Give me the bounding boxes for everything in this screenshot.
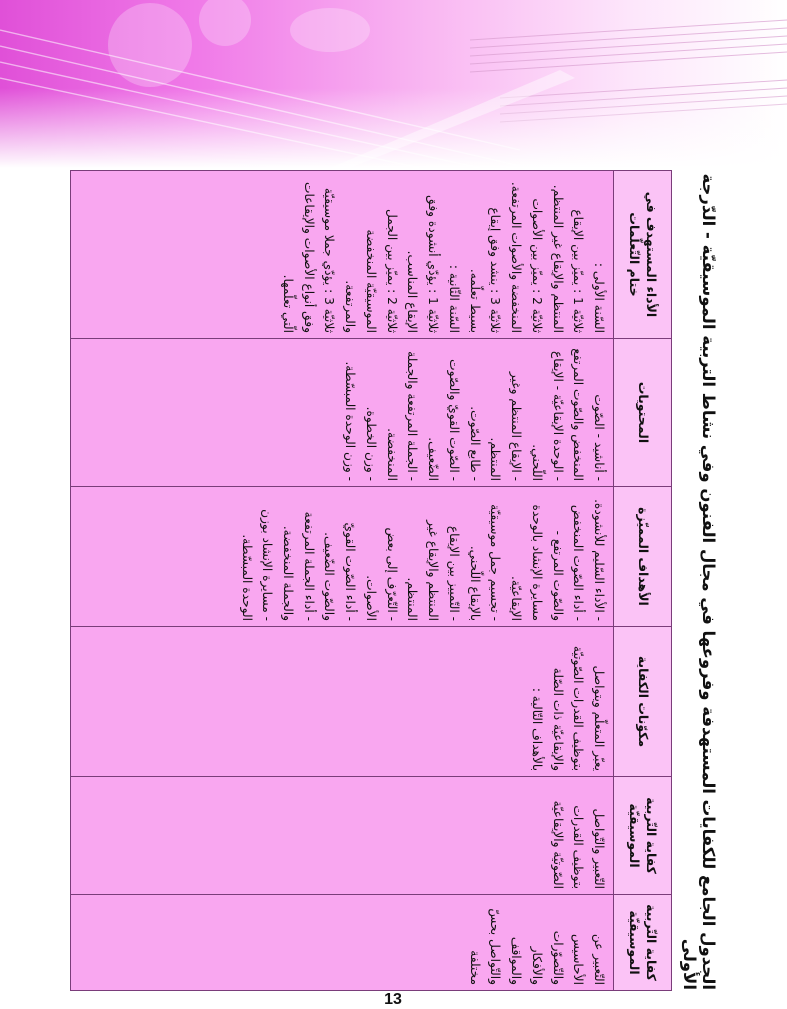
header-competency: كفاية التّربية الموسيقيّة	[614, 895, 672, 991]
cell-competency: التّعبير عن الأحاسيس والتّصوّرات والأفكار والمواقف والتّواصل بحسّ مختلفة	[71, 895, 614, 991]
page-number: 13	[384, 991, 402, 1008]
cell-distinctive-objectives: - الأداء السّليم للأنشودة. - أداء الصّوت المنخفض والصّوت المرتفع - مسايرة الإنشاد بالوحدة الإيقاعيّة. - تجسيم جمل موسيقيّة بالإيقاع اللّحني. - التّمييز بين الإيقاع المنتظم والإيقاع غير المنتظم. - التّعرّف إلى بعض الأصوات. - أداء الصّوت القويّ والصّوت الضّعيف. - أداء الجملة المرتفعة والجملة المنخفضة. - مسايرة الإنشاد بوزن الوحدة المبسّطة.	[71, 487, 614, 627]
table-row	[71, 171, 614, 991]
header-competency-components: مكوّنات الكفاية	[614, 627, 672, 777]
decorative-header-image	[0, 0, 787, 168]
competency-table	[70, 170, 672, 991]
cell-music-competency: التّعبير والتّواصل بتوظيف القدرات الصّوتيّة والإيقاعيّة	[71, 777, 614, 895]
competency-table-frame	[67, 170, 724, 990]
cell-contents: - أناشيد - الصّوت المنخفض والصّوت المرتفع - الوحدة الإيقاعيّة - الإيقاع اللّحني. - الإيقاع المنتظم وغير المنتظم. - طابع الصّوت. - الصّوت القويّ والصّوت الضّعيف. - الجملة المرتفعة والجملة المنخفضة. - وزن الخطوة. - وزن الوحدة المبسّطة.	[71, 339, 614, 487]
header-music-competency: كفاية التّربية الموسيقيّة	[614, 777, 672, 895]
table-header-row	[614, 171, 672, 991]
header-target-performance: الأداء المستهدف في ختام التّعلّمات	[614, 171, 672, 339]
cell-target-performance: السّنة الأولى : ثلاثيّة 1 : يميّز بين الإيقاع المنتظم والإيقاع غير المنتظم. ثلاثيّة 2 : يميّز بين الأصوات المنخفضة والأصوات المرتفعة. ثلاثيّة 3 : ينشد وفق إيقاع بسيط تعلّمه. السّنة الثّانية : ثلاثيّة 1 : يؤدّي أنشودة وفق الإيقاع المناسب. ثلاثيّة 2 : يميّز بين الجمل الموسيقيّة المنخفضة والمرتفعة. ثلاثيّة 3 : يؤدّي جملا موسيقيّة وفق أنواع الأصوات والإيقاعات الّتي تعلّمها.	[71, 171, 614, 339]
header-contents: المحتويات	[614, 339, 672, 487]
header-distinctive-objectives: الأهداف المميّزة	[614, 487, 672, 627]
cell-competency-components: يعبّر المتعلّم ويتواصل بتوظيف القدرات الصّوتيّة والإيقاعيّة ذات الصّلة بالأهداف التّالية :	[71, 627, 614, 777]
table-title: الجدول الجامع للكفايات المستهدفة وفروعها في مجال الفنون وفي نشاط التربية الموسيقيّة - الدّرجة الأولى	[680, 173, 718, 990]
